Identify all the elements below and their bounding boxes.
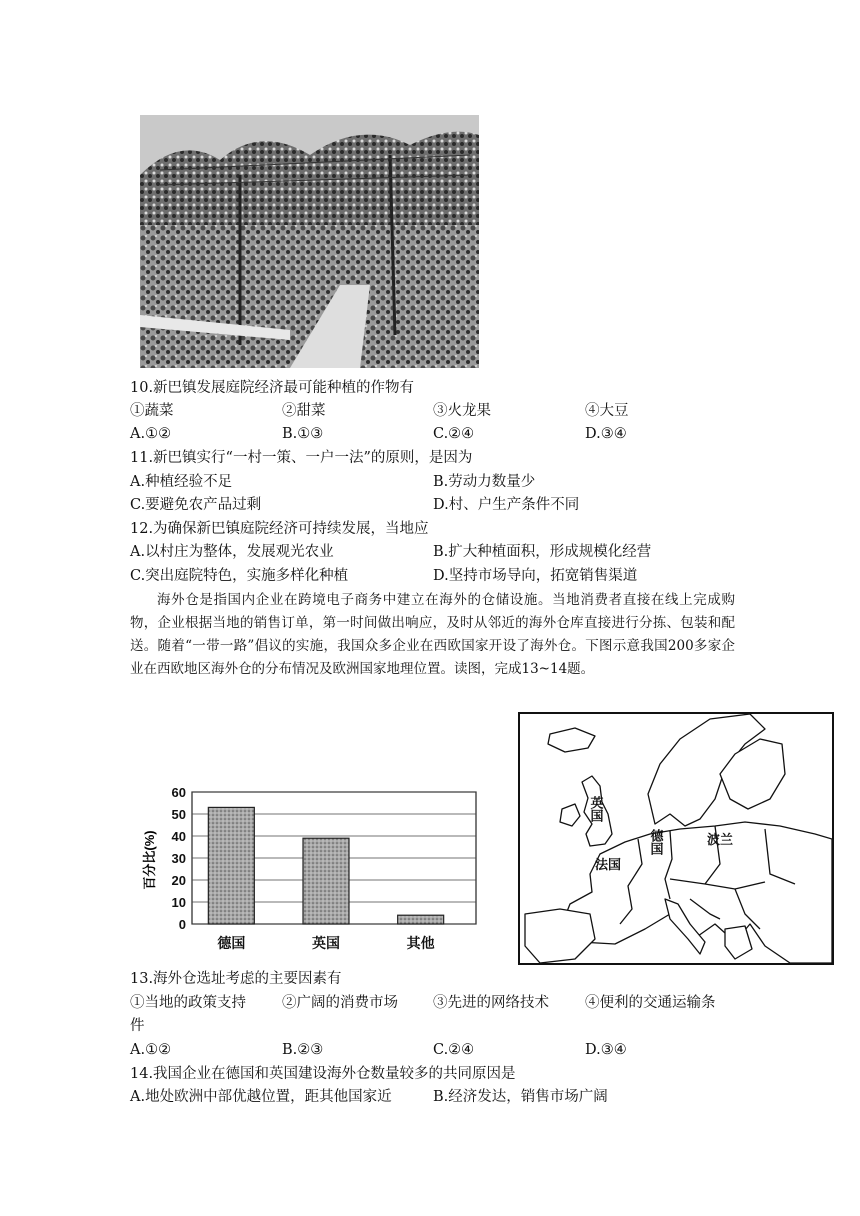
y-tick-label: 30 <box>171 851 186 866</box>
q13-opt-2: ②广阔的消费市场 <box>282 995 398 1011</box>
courtyard-garden-photo <box>140 115 479 368</box>
q13-choice-c: C.②④ <box>433 1042 475 1058</box>
q10-stem: 10.新巴镇发展庭院经济最可能种植的作物有 <box>130 380 415 396</box>
q14-choice-a: A.地处欧洲中部优越位置，距其他国家近 <box>130 1089 392 1105</box>
map-label-poland: 波兰 <box>706 833 734 848</box>
y-tick-label: 60 <box>171 785 186 800</box>
y-tick-label: 0 <box>178 917 186 932</box>
x-tick-label: 其他 <box>406 936 435 952</box>
q10-choice-b: B.①③ <box>282 426 324 442</box>
q10-choice-d: D.③④ <box>585 426 627 442</box>
y-axis-label: 百分比(%) <box>142 830 157 890</box>
q11-choice-c: C.要避免农产品过剩 <box>130 497 262 513</box>
q14-stem: 14.我国企业在德国和英国建设海外仓数量较多的共同原因是 <box>130 1066 516 1082</box>
map-label-france: 法国 <box>594 858 622 873</box>
q13-opt-4: ④便利的交通运输条 <box>585 995 716 1011</box>
bar-0 <box>208 807 254 924</box>
bar-1 <box>303 838 349 924</box>
q13-stem: 13.海外仓选址考虑的主要因素有 <box>130 971 342 987</box>
y-tick-label: 10 <box>171 895 186 910</box>
y-tick-label: 40 <box>171 829 186 844</box>
bar-2 <box>398 915 444 924</box>
warehouse-distribution-chart <box>140 782 480 962</box>
q14-choice-b: B.经济发达，销售市场广阔 <box>433 1089 608 1105</box>
q13-opt-1: ①当地的政策支持 <box>130 995 246 1011</box>
q12-choice-a: A.以村庄为整体，发展观光农业 <box>130 544 334 560</box>
y-tick-label: 20 <box>171 873 186 888</box>
y-tick-label: 50 <box>171 807 186 822</box>
x-tick-label: 德国 <box>217 936 246 952</box>
q10-choice-c: C.②④ <box>433 426 475 442</box>
q10-choice-a: A.①② <box>130 426 172 442</box>
q11-choice-a: A.种植经验不足 <box>130 474 233 490</box>
q11-stem: 11.新巴镇实行“一村一策、一户一法”的原则，是因为 <box>130 450 473 466</box>
q11-choice-d: D.村、户生产条件不同 <box>433 497 580 513</box>
q13-opt-3: ③先进的网络技术 <box>433 995 549 1011</box>
passage-text: 海外仓是指国内企业在跨境电子商务中建立在海外的仓储设施。当地消费者直接在线上完成购物，企业根据当地的销售订单，第一时间做出响应，及时从邻近的海外仓库直接进行分拣、包装和配送。随着“一带一路”倡议的实施，我国众多企业在西欧国家开设了海外仓。下图示意我国200多家企业在西欧地区海外仓的分布情况及欧洲国家地理位置。读图，完成13~14题。 <box>130 592 735 677</box>
q10-opt-1: ①蔬菜 <box>130 403 174 419</box>
q12-choice-d: D.坚持市场导向，拓宽销售渠道 <box>433 568 638 584</box>
q13-choice-b: B.②③ <box>282 1042 324 1058</box>
q13-choice-d: D.③④ <box>585 1042 627 1058</box>
q12-choice-c: C.突出庭院特色，实施多样化种植 <box>130 568 349 584</box>
q13-opt-4-cont: 件 <box>130 1018 145 1034</box>
q12-choice-b: B.扩大种植面积，形成规模化经营 <box>433 544 652 560</box>
q12-stem: 12.为确保新巴镇庭院经济可持续发展，当地应 <box>130 521 429 537</box>
q13-choice-a: A.①② <box>130 1042 172 1058</box>
q10-opt-2: ②甜菜 <box>282 403 326 419</box>
bar-chart-svg <box>140 782 480 962</box>
q11-choice-b: B.劳动力数量少 <box>433 474 536 490</box>
map-label-uk: 英国 <box>587 796 603 822</box>
x-tick-label: 英国 <box>312 936 340 952</box>
q10-opt-3: ③火龙果 <box>433 403 491 419</box>
europe-map <box>518 712 834 965</box>
map-label-germany: 德国 <box>647 829 663 855</box>
q10-opt-4: ④大豆 <box>585 403 629 419</box>
